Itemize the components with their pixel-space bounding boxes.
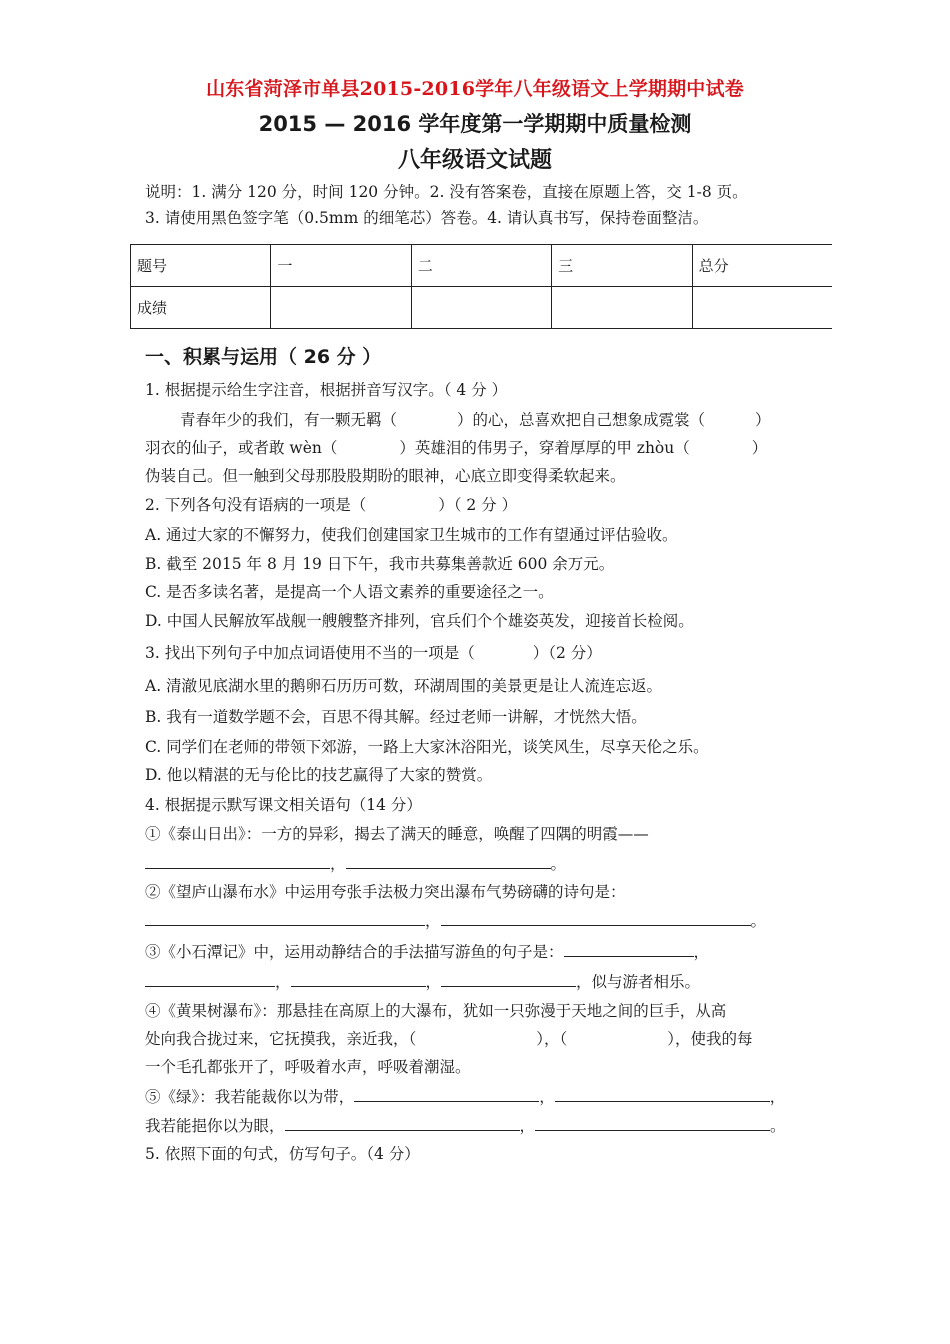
q4-item-5-line-1: ⑤《绿》：我若能裁你以为带， ， ，: [145, 1088, 786, 1106]
q4-3-blank-b[interactable]: [145, 972, 275, 987]
score-row-label: 成绩: [131, 287, 271, 329]
q4-stem: 4. 根据提示默写课文相关语句（14 分）: [145, 796, 422, 814]
q4-item-5-line-2: 我若能挹你以为眼， ， 。: [145, 1117, 786, 1135]
notes-line-1: 说明：1. 满分 120 分，时间 120 分钟。2. 没有答案卷，直接在原题上答，交 1-8 页。: [145, 183, 748, 201]
score-cell-part-2: 二: [411, 245, 551, 287]
q4-item-3-answers: ， ， ，似与游者相乐。: [145, 972, 700, 992]
q3-option-b: B. 我有一道数学题不会，百思不得其解。经过老师一讲解，才恍然大悟。: [145, 708, 647, 726]
q4-item-2-answers: ， 。: [145, 911, 766, 931]
score-input-3[interactable]: [552, 287, 692, 329]
q4-1-blank-a[interactable]: [145, 854, 330, 869]
q4-5-blank-d[interactable]: [535, 1116, 770, 1131]
q4-2-blank-a[interactable]: [145, 911, 425, 926]
q2-option-a: A. 通过大家的不懈努力，使我们创建国家卫生城市的工作有望通过评估验收。: [145, 526, 678, 544]
q1-stem: 1. 根据提示给生字注音，根据拼音写汉字。（ 4 分 ）: [145, 381, 508, 399]
q2-option-d: D. 中国人民解放军战舰一艘艘整齐排列，官兵们个个雄姿英发，迎接首长检阅。: [145, 612, 694, 630]
q4-3-blank-a[interactable]: [564, 942, 694, 957]
q1-passage-line-1: 青春年少的我们，有一颗无羁（ ）的心，总喜欢把自己想象成霓裳（ ）: [180, 411, 771, 429]
q4-3-blank-d[interactable]: [441, 972, 576, 987]
q2-option-c: C. 是否多读名著，是提高一个人语文素养的重要途径之一。: [145, 583, 554, 601]
q4-item-1-answers: ， 。: [145, 854, 566, 874]
score-table-header-row: [131, 245, 833, 287]
q4-item-2: ②《望庐山瀑布水》中运用夸张手法极力突出瀑布气势磅礴的诗句是：: [145, 883, 626, 901]
q3-option-d: D. 他以精湛的无与伦比的技艺赢得了大家的赞赏。: [145, 766, 493, 784]
exam-subject-title: 八年级语文试题: [397, 148, 552, 173]
q4-5-blank-c[interactable]: [285, 1116, 520, 1131]
q4-item-4-line-1: ④《黄果树瀑布》：那悬挂在高原上的大瀑布，犹如一只弥漫于天地之间的巨手，从高: [145, 1002, 727, 1020]
q4-item-4-line-3: 一个毛孔都张开了，呼吸着水声，呼吸着潮湿。: [145, 1058, 471, 1076]
q4-item-3: ③《小石潭记》中，运用动静结合的手法描写游鱼的句子是： ，: [145, 943, 710, 961]
q4-1-blank-b[interactable]: [346, 854, 551, 869]
section-1-heading: 一、积累与运用（ 26 分 ）: [145, 346, 382, 368]
q4-5-blank-a[interactable]: [354, 1087, 539, 1102]
score-cell-part-3: 三: [552, 245, 692, 287]
q2-option-b: B. 截至 2015 年 8 月 19 日下午，我市共募集善款近 600 余万元。: [145, 555, 615, 573]
q1-passage-line-2: 羽衣的仙子，或者敢 wèn（ ）英雄泪的伟男子，穿着厚厚的甲 zhòu（ ）: [145, 439, 768, 457]
q5-stem: 5. 依照下面的句式，仿写句子。（4 分）: [145, 1145, 420, 1163]
score-cell-label: 题号: [131, 245, 271, 287]
score-input-1[interactable]: [271, 287, 411, 329]
q4-3-blank-c[interactable]: [291, 972, 426, 987]
exam-main-title: 2015 — 2016 学年度第一学期期中质量检测: [258, 112, 692, 136]
q3-stem: 3. 找出下列句子中加点词语使用不当的一项是（ ）（2 分）: [145, 644, 602, 662]
q4-5-blank-b[interactable]: [555, 1087, 770, 1102]
score-input-2[interactable]: [411, 287, 551, 329]
q1-passage-line-3: 伪装自己。但一触到父母那股股期盼的眼神，心底立即变得柔软起来。: [145, 467, 626, 485]
q3-option-a: A. 清澈见底湖水里的鹅卵石历历可数，环湖周围的美景更是让人流连忘返。: [145, 677, 663, 695]
q4-2-blank-b[interactable]: [441, 911, 751, 926]
q2-stem: 2. 下列各句没有语病的一项是（ ）（ 2 分 ）: [145, 496, 518, 514]
score-table-score-row: [131, 287, 833, 329]
document-source-title: 山东省菏泽市单县2015-2016学年八年级语文上学期期中试卷: [206, 78, 744, 100]
score-table: [130, 244, 832, 329]
score-cell-part-1: 一: [271, 245, 411, 287]
score-cell-total: 总分: [692, 245, 832, 287]
q3-option-c: C. 同学们在老师的带领下郊游，一路上大家沐浴阳光，谈笑风生，尽享天伦之乐。: [145, 738, 709, 756]
q4-item-1: ①《泰山日出》：一方的异彩，揭去了满天的睡意，唤醒了四隅的明霞——: [145, 825, 649, 843]
q4-item-4-line-2: 处向我合拢过来，它抚摸我，亲近我，（ ），（ ），使我的每: [145, 1030, 753, 1048]
score-input-total[interactable]: [692, 287, 832, 329]
notes-line-2: 3. 请使用黑色签字笔（0.5mm 的细笔芯）答卷。4. 请认真书写，保持卷面整洁。: [145, 209, 709, 227]
